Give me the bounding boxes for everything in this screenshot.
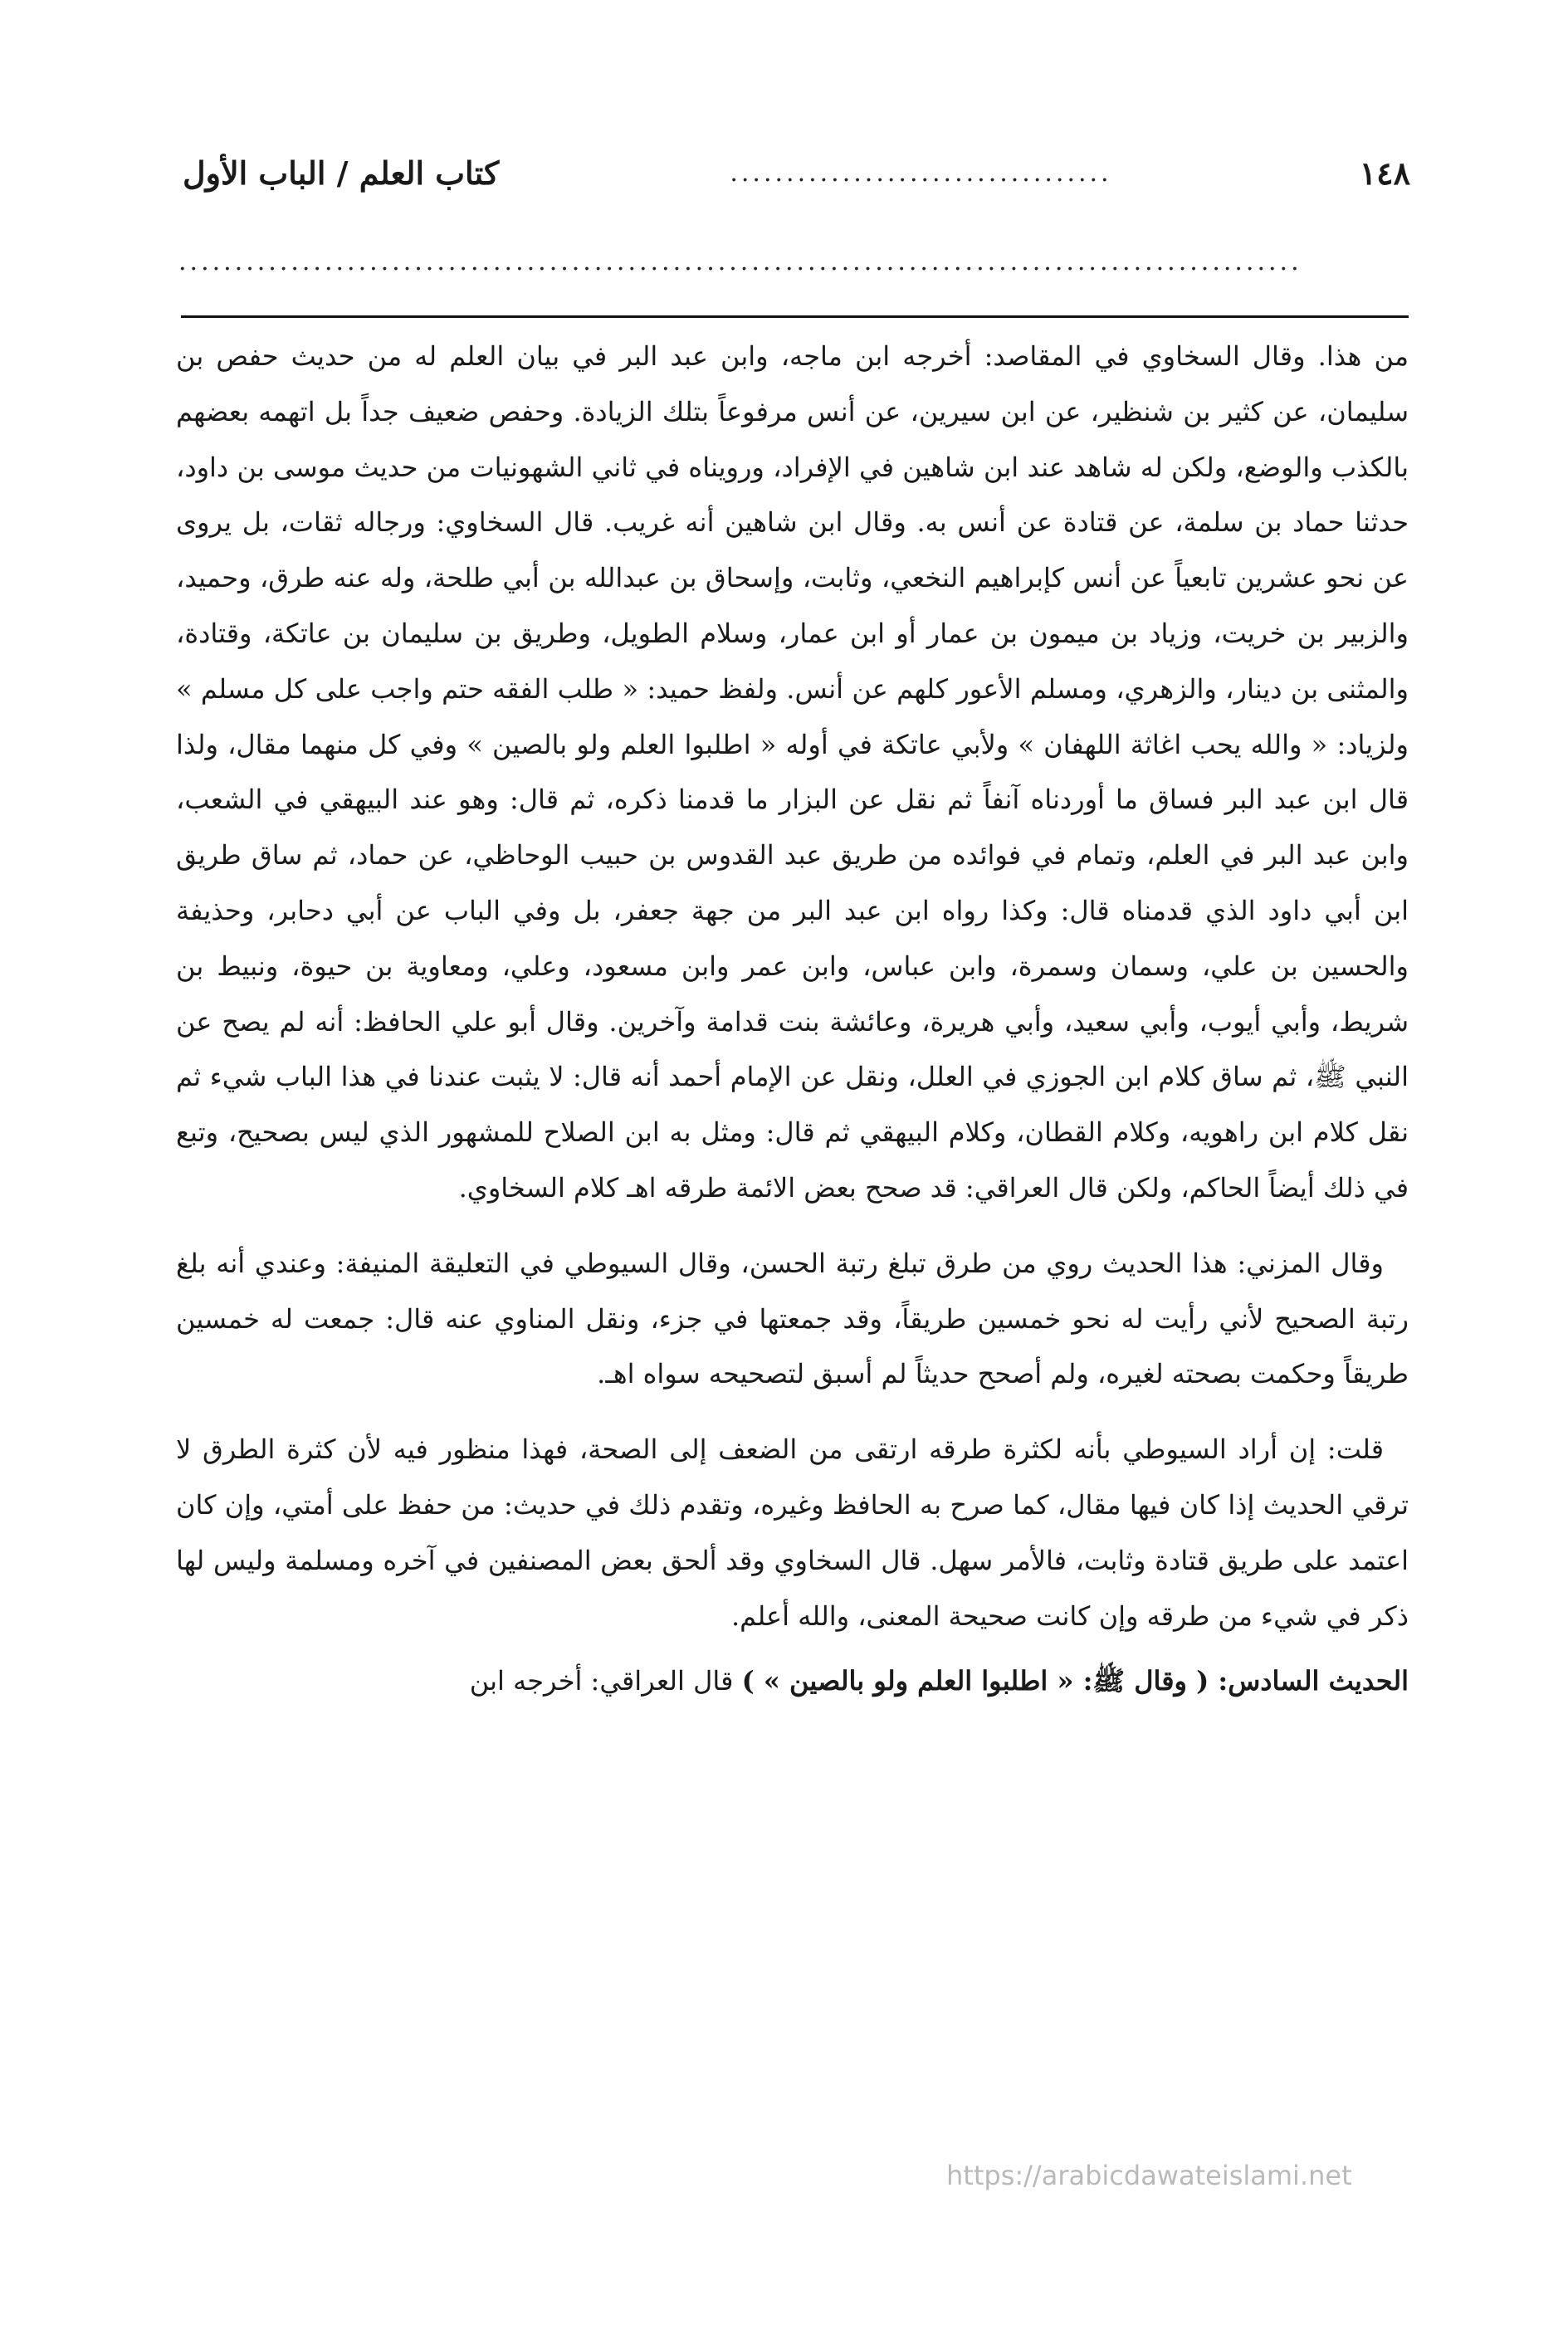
footnote-paragraph-2: وقال المزني: هذا الحديث روي من طرق تبلغ رتبة الحسن، وقال السيوطي في التعليقة المنيفة: وعندي أنه بلغ رتبة الصحيح لأني رأيت له نحو خمسين طريقاً، وقد جمعتها في جزء، ونقل المناوي عنه قال: جمعت له خمسين طريقاً وحكمت بصحته لغيره، ولم أصحح حديثاً لم أسبق لتصحيحه سواه اهـ. xyxy=(176,1247,1409,1390)
hadith-text: قال العراقي: أخرجه ابن xyxy=(469,1665,742,1697)
footnote-separator-rule xyxy=(181,315,1409,318)
page-number: ١٤٨ xyxy=(1359,154,1410,192)
hadith-paragraph xyxy=(176,1653,1409,1709)
footnote-paragraph-1: من هذا. وقال السخاوي في المقاصد: أخرجه ابن ماجه، وابن عبد البر في بيان العلم له من حديث حفص بن سليمان، عن كثير بن شنظير، عن ابن سيرين، عن أنس مرفوعاً بتلك الزيادة. وحفص ضعيف جداً بل اتهمه بعضهم بالكذب والوضع، ولكن له شاهد عند ابن شاهين في الإفراد، ورويناه في ثاني الشهونيات من حديث موسى بن داود، حدثنا حماد بن سلمة، عن قتادة عن أنس به. وقال ابن شاهين أنه غريب. قال السخاوي: ورجاله ثقات، بل يروى عن نحو عشرين تابعياً عن أنس كإبراهيم النخعي، وثابت، وإسحاق بن عبدالله بن أبي طلحة، وله عنه طرق، وحميد، والزبير بن خريت، وزياد بن ميمون بن عمار أو ابن عمار، وسلام الطويل، وطريق بن سليمان بن عاتكة، وقتادة، والمثنى بن دينار، والزهري، ومسلم الأعور كلهم عن أنس. ولفظ حميد: « طلب الفقه حتم واجب على كل مسلم » ولزياد: « والله يحب اغاثة اللهفان » ولأبي عاتكة في أوله « اطلبوا العلم ولو بالصين » وفي كل منهما مقال، ولذا قال ابن عبد البر فساق ما أوردناه آنفاً ثم نقل عن البزار ما قدمنا ذكره، ثم قال: وهو عند البيهقي في الشعب، وابن عبد البر في العلم، وتمام في فوائده من طريق عبد القدوس بن حبيب الوحاظي، عن حماد، ثم ساق طريق ابن أبي داود الذي قدمناه قال: وكذا رواه ابن عبد البر من جهة جعفر، بل وفي الباب عن أبي دحابر، وحذيفة والحسين بن علي، وسمان وسمرة، وابن عباس، وابن عمر وابن مسعود، وعلي، ومعاوية بن حيوة، ونبيط بن شريط، وأبي أيوب، وأبي سعيد، وأبي هريرة، وعائشة بنت قدامة وآخرين. وقال أبو علي الحافظ: أنه لم يصح عن النبي ﷺ، ثم ساق كلام ابن الجوزي في العلل، ونقل عن الإمام أحمد أنه قال: لا يثبت عندنا في هذا الباب شيء ثم نقل كلام ابن راهويه، وكلام القطان، وكلام البيهقي ثم قال: ومثل به ابن الصلاح للمشهور الذي ليس بصحيح، وتبع في ذلك أيضاً الحاكم، ولكن قال العراقي: قد صحح بعض الائمة طرقه اهـ كلام السخاوي. xyxy=(176,340,1409,1204)
page-header xyxy=(183,148,1410,198)
footnote-paragraph-3: قلت: إن أراد السيوطي بأنه لكثرة طرقه ارتقى من الضعف إلى الصحة، فهذا منظور فيه لأن كثرة الطرق لا ترقي الحديث إذا كان فيها مقال، كما صرح به الحافظ وغيره، وتقدم ذلك في حديث: من حفظ على أمتي، وإن كان اعتمد على طريق قتادة وثابت، فالأمر سهل. قال السخاوي وقد ألحق بعض المصنفين في آخره ومسلمة وليس لها ذكر في شيء من طرقه وإن كانت صحيحة المعنى، والله أعلم. xyxy=(176,1433,1409,1632)
page-body xyxy=(176,329,1409,1709)
subheader-dotted-line: .................................................................................................... xyxy=(178,247,1302,276)
header-leader-dots: .................................. xyxy=(730,158,1112,188)
source-watermark: https://arabicdawateislami.net xyxy=(946,2160,1352,2191)
hadith-heading: الحديث السادس: ( وقال ﷺ: « اطلبوا العلم ولو بالصين » ) xyxy=(741,1665,1409,1697)
chapter-title: كتاب العلم / الباب الأول xyxy=(183,154,500,192)
